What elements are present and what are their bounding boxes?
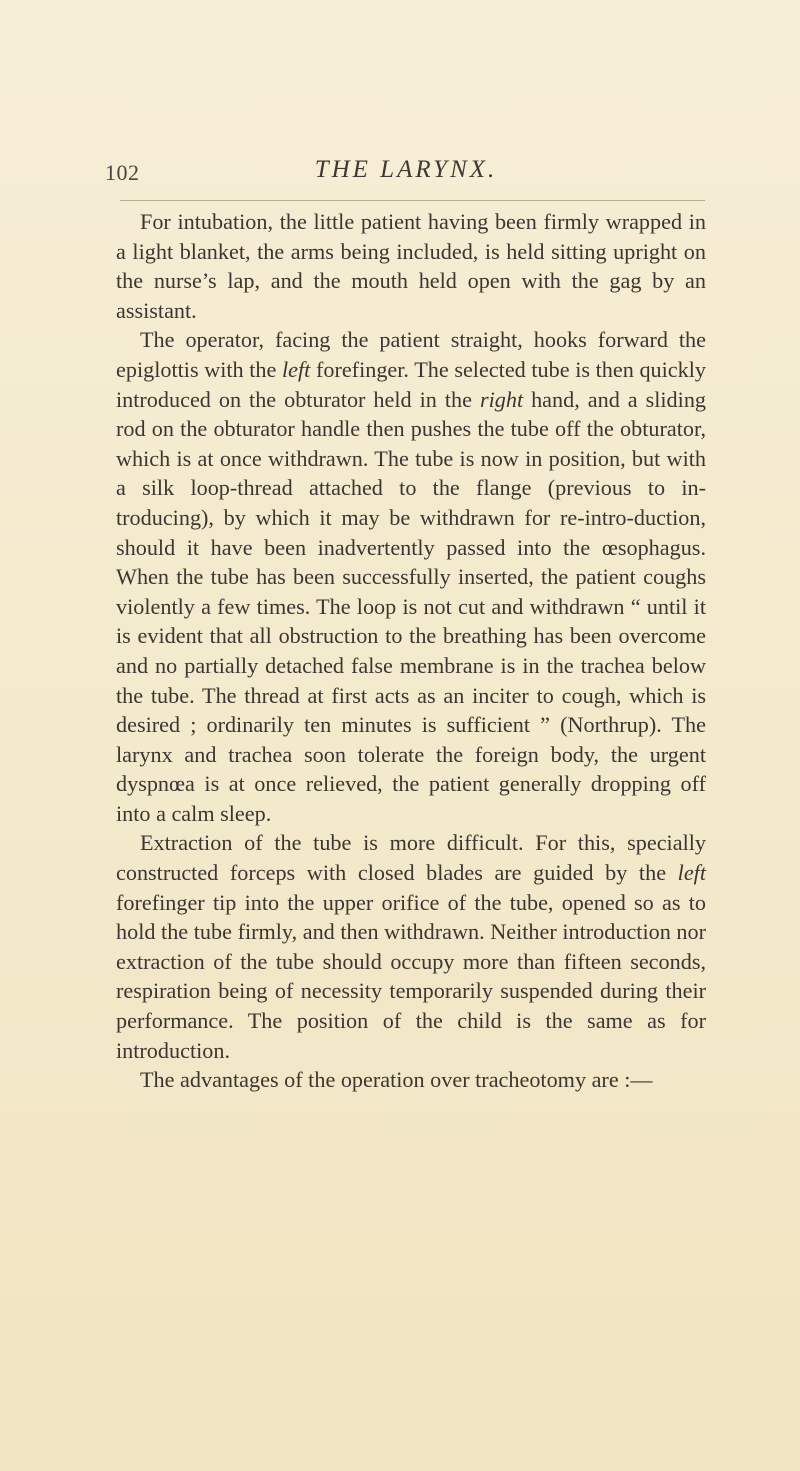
- header-rule: [120, 200, 705, 201]
- emphasis-left: left: [282, 356, 311, 382]
- emphasis-right: right: [479, 386, 524, 412]
- body-text: [116, 207, 706, 1095]
- paragraph-text: For intubation, the little patient having been firmly wrapped in a light blanket, the arms being included, is held sitting upright on the nurse’s lap, and the mouth held open with the gag by an assistant.: [116, 209, 706, 323]
- paragraph-text: The operator, facing the patient straight, hooks forward the epiglottis with the: [116, 327, 706, 382]
- paragraph-text: forefinger tip into the upper orifice of the tube, opened so as to hold the tube firmly, and then withdrawn. Neither introduction nor extraction of the tube should occupy more than fifteen seconds, respiration being of necessity temporarily suspended during their performance. The position of the child is the same as for introduction.: [116, 889, 706, 1063]
- running-title: THE LARYNX.: [314, 156, 498, 183]
- paragraph-intubation: [116, 207, 706, 325]
- emphasis-left: left: [677, 860, 706, 886]
- paragraph-text: hand, and a sliding rod on the obturator handle then pushes the tube off the obturator, which is at once withdrawn. The tube is now in position, but with a silk loop-thread attached to the flange (previous to in-troducing), by which it may be withdrawn for re-intro-duction, should it have been inadvertently passed into the œsophagus. When the tube has been successfully inserted, the patient coughs violently a few times. The loop is not cut and withdrawn “ until it is evident that all obstruction to the breathing has been overcome and no partially detached false membrane is in the trachea below the tube. The thread at first acts as an inciter to cough, which is desired ; ordinarily ten minutes is sufficient ” (Northrup). The larynx and trachea soon tolerate the foreign body, the urgent dyspnœa is at once relieved, the patient generally dropping off into a calm sleep.: [116, 386, 707, 826]
- running-head: [105, 156, 707, 190]
- paragraph-extraction: [116, 828, 706, 1065]
- paragraph-text: The advantages of the operation over tracheotomy are :—: [140, 1067, 653, 1093]
- paragraph-operator: [116, 325, 706, 828]
- paragraph-text: forefinger. The selected tube is then quickly introduced on the obturator held in the: [116, 356, 706, 412]
- paragraph-advantages: [116, 1065, 706, 1095]
- paragraph-text: Extraction of the tube is more difficult. For this, specially constructed forceps with closed blades are guided by the: [116, 830, 706, 886]
- page-number: 102: [105, 160, 140, 185]
